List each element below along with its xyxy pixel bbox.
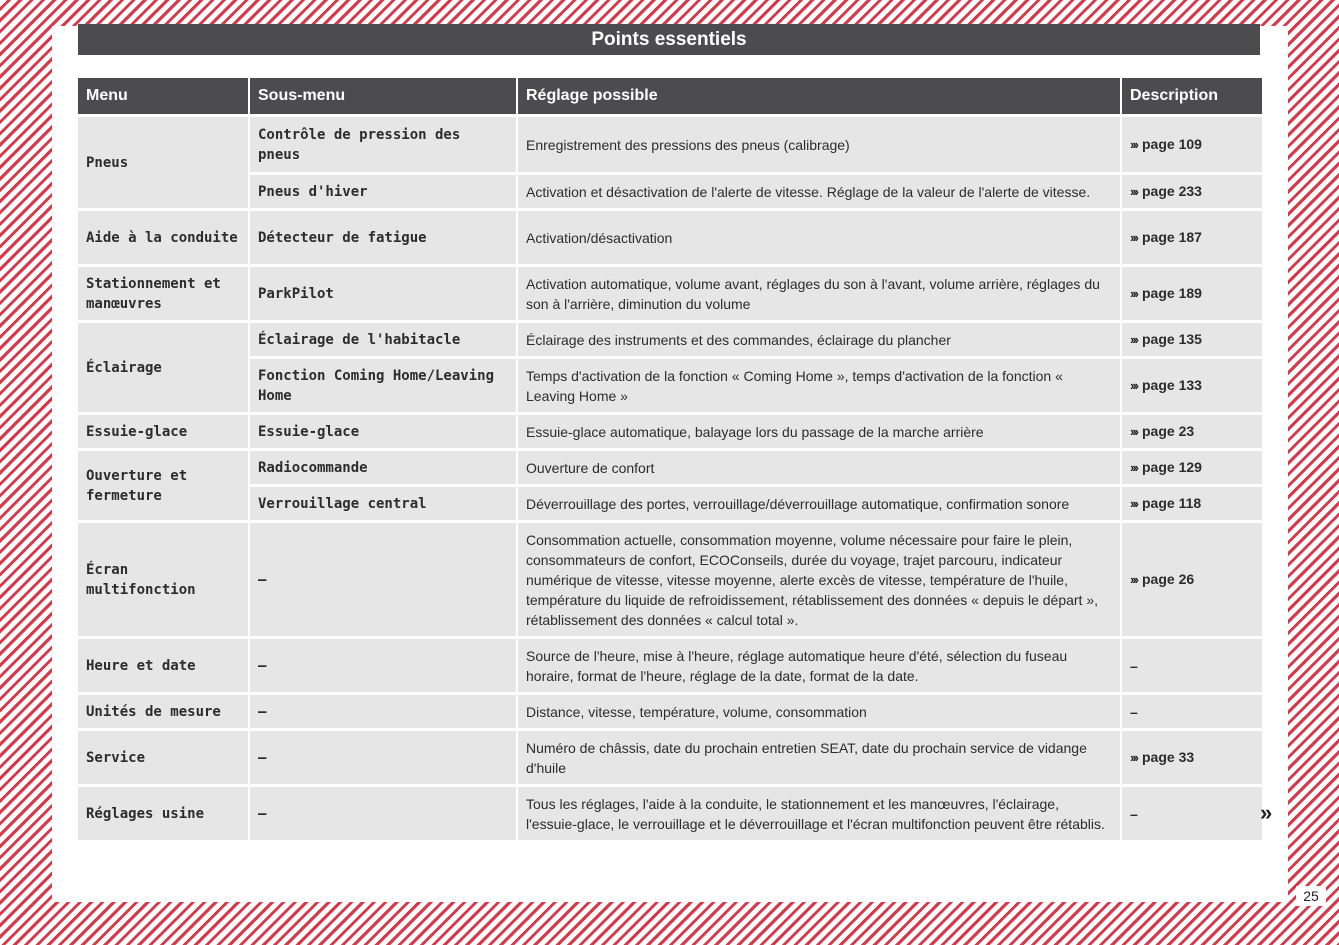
table-row	[78, 415, 1262, 448]
setting-cell: Ouverture de confort	[518, 451, 1120, 484]
table-row	[78, 359, 1262, 412]
page-link[interactable]	[1122, 175, 1262, 208]
settings-table	[76, 75, 1264, 843]
table-row	[78, 787, 1262, 840]
description-cell: –	[1122, 695, 1262, 728]
submenu-cell: Fonction Coming Home/Leaving Home	[250, 359, 516, 412]
menu-cell: Essuie-glace	[78, 415, 248, 448]
table-row	[78, 175, 1262, 208]
page-link[interactable]	[1122, 267, 1262, 320]
setting-cell: Source de l'heure, mise à l'heure, réglage automatique heure d'été, sélection du fuseau horaire, format de l'heure, réglage de la date, format de la date.	[518, 639, 1120, 692]
page-link-label: page 26	[1142, 571, 1195, 587]
menu-cell: Aide à la conduite	[78, 211, 248, 264]
chevron-triple-icon: ›››	[1130, 184, 1137, 199]
setting-cell: Enregistrement des pressions des pneus (calibrage)	[518, 117, 1120, 172]
continue-next-page-icon: »	[1260, 800, 1273, 825]
menu-cell: Écran multifonction	[78, 523, 248, 636]
page-link[interactable]	[1122, 211, 1262, 264]
page-number: 25	[1296, 886, 1326, 906]
page-link[interactable]	[1122, 415, 1262, 448]
submenu-cell: ParkPilot	[250, 267, 516, 320]
menu-cell: Heure et date	[78, 639, 248, 692]
submenu-cell: Radiocommande	[250, 451, 516, 484]
setting-cell: Activation automatique, volume avant, réglages du son à l'avant, volume arrière, réglages du son à l'arrière, diminution du volume	[518, 267, 1120, 320]
page-link-label: page 129	[1142, 459, 1202, 475]
page-link-label: page 189	[1142, 285, 1202, 301]
setting-cell: Distance, vitesse, température, volume, consommation	[518, 695, 1120, 728]
menu-cell: Éclairage	[78, 323, 248, 412]
page-link-label: page 23	[1142, 423, 1195, 439]
page-link[interactable]	[1122, 487, 1262, 520]
menu-cell: Stationnement et manœuvres	[78, 267, 248, 320]
menu-cell: Réglages usine	[78, 787, 248, 840]
page-link-label: page 109	[1142, 136, 1202, 152]
submenu-cell: –	[250, 523, 516, 636]
menu-cell: Ouverture et fermeture	[78, 451, 248, 520]
page-link[interactable]	[1122, 731, 1262, 784]
table-row	[78, 731, 1262, 784]
column-header-setting: Réglage possible	[518, 78, 1120, 114]
page-link[interactable]	[1122, 359, 1262, 412]
chevron-triple-icon: ›››	[1130, 496, 1137, 511]
table-row	[78, 117, 1262, 172]
table-row	[78, 211, 1262, 264]
setting-cell: Consommation actuelle, consommation moyenne, volume nécessaire pour faire le plein, consommateurs de confort, ECOConseils, durée du voyage, trajet parcouru, indicateur numérique de vitesse, vitesse moyenne, alerte excès de vitesse, température de l'huile, température du liquide de refroidissement, rétablissement des données « depuis le départ », rétablissement des données « calcul total ».	[518, 523, 1120, 636]
page-link-label: page 133	[1142, 377, 1202, 393]
page-link-label: page 135	[1142, 331, 1202, 347]
chevron-triple-icon: ›››	[1130, 460, 1137, 475]
submenu-cell: Pneus d'hiver	[250, 175, 516, 208]
setting-cell: Déverrouillage des portes, verrouillage/déverrouillage automatique, confirmation sonore	[518, 487, 1120, 520]
description-cell: –	[1122, 787, 1262, 840]
setting-cell: Activation et désactivation de l'alerte de vitesse. Réglage de la valeur de l'alerte de vitesse.	[518, 175, 1120, 208]
column-header-description: Description	[1122, 78, 1262, 114]
description-cell: –	[1122, 639, 1262, 692]
chevron-triple-icon: ›››	[1130, 750, 1137, 765]
chevron-triple-icon: ›››	[1130, 137, 1137, 152]
chevron-triple-icon: ›››	[1130, 332, 1137, 347]
setting-cell: Essuie-glace automatique, balayage lors du passage de la marche arrière	[518, 415, 1120, 448]
page-link-label: page 187	[1142, 229, 1202, 245]
table-row	[78, 267, 1262, 320]
submenu-cell: Éclairage de l'habitacle	[250, 323, 516, 356]
submenu-cell: –	[250, 787, 516, 840]
chevron-triple-icon: ›››	[1130, 286, 1137, 301]
setting-cell: Temps d'activation de la fonction « Coming Home », temps d'activation de la fonction « Leaving Home »	[518, 359, 1120, 412]
submenu-cell: Détecteur de fatigue	[250, 211, 516, 264]
table-row	[78, 639, 1262, 692]
submenu-cell: Contrôle de pression des pneus	[250, 117, 516, 172]
column-header-submenu: Sous-menu	[250, 78, 516, 114]
chevron-triple-icon: ›››	[1130, 230, 1137, 245]
column-header-menu: Menu	[78, 78, 248, 114]
page-link[interactable]	[1122, 523, 1262, 636]
setting-cell: Activation/désactivation	[518, 211, 1120, 264]
table-row	[78, 323, 1262, 356]
page-link-label: page 33	[1142, 749, 1195, 765]
table-row	[78, 487, 1262, 520]
page-link-label: page 233	[1142, 183, 1202, 199]
table-row	[78, 695, 1262, 728]
page-link-label: page 118	[1142, 495, 1202, 511]
submenu-cell: –	[250, 695, 516, 728]
page-link[interactable]	[1122, 451, 1262, 484]
setting-cell: Tous les réglages, l'aide à la conduite, le stationnement et les manœuvres, l'éclairage, l'essuie-glace, le verrouillage et le déverrouillage et l'écran multifonction peuvent être rétablis.	[518, 787, 1120, 840]
table-header-row	[78, 78, 1262, 114]
setting-cell: Numéro de châssis, date du prochain entretien SEAT, date du prochain service de vidange d'huile	[518, 731, 1120, 784]
setting-cell: Éclairage des instruments et des commandes, éclairage du plancher	[518, 323, 1120, 356]
page-title: Points essentiels	[78, 24, 1260, 55]
submenu-cell: Essuie-glace	[250, 415, 516, 448]
table-row	[78, 451, 1262, 484]
page-link[interactable]	[1122, 117, 1262, 172]
menu-cell: Service	[78, 731, 248, 784]
menu-cell: Pneus	[78, 117, 248, 208]
submenu-cell: –	[250, 639, 516, 692]
submenu-cell: Verrouillage central	[250, 487, 516, 520]
chevron-triple-icon: ›››	[1130, 424, 1137, 439]
chevron-triple-icon: ›››	[1130, 572, 1137, 587]
page-link[interactable]	[1122, 323, 1262, 356]
submenu-cell: –	[250, 731, 516, 784]
chevron-triple-icon: ›››	[1130, 378, 1137, 393]
menu-cell: Unités de mesure	[78, 695, 248, 728]
table-row	[78, 523, 1262, 636]
